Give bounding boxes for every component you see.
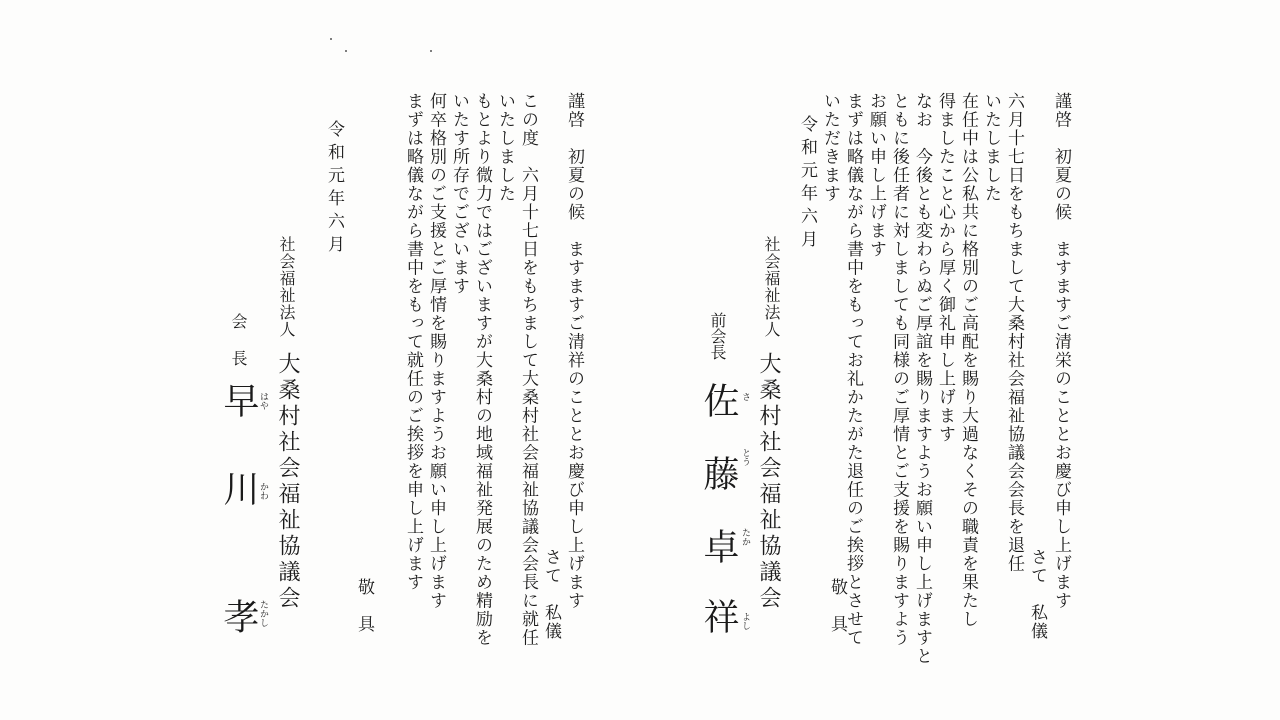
right-name-char-2: 藤 — [698, 455, 739, 491]
left-org-prefix: 社会福祉法人 — [277, 236, 296, 338]
right-body-line-8: ともに後任者に対しましても同様のご厚情とご支援を賜りますよう — [889, 92, 909, 647]
right-closing: 敬 具 — [827, 578, 847, 634]
scan-speck — [330, 38, 332, 40]
right-name-ruby-4: よし — [740, 612, 750, 630]
right-org-name: 大桑村社会福祉協議会 — [756, 352, 781, 612]
left-body-line-2: さて 私儀 — [541, 548, 561, 641]
left-name-char-1: 早 — [218, 382, 259, 418]
right-body-line-7: なお 今後とも変わらぬご厚誼を賜りますようお願い申し上げますと — [912, 92, 932, 666]
right-body-line-10-visible: まずは略儀ながら書中をもってお礼かたがた退任のご挨拶とさせて — [843, 92, 863, 647]
left-body-line-6: いたす所存でございます — [449, 92, 469, 296]
right-org-prefix: 社会福祉法人 — [762, 236, 781, 338]
right-name-char-3: 卓 — [698, 528, 739, 564]
left-name-ruby-2: かわ — [258, 482, 268, 500]
right-date: 令和元年六月 — [797, 115, 817, 253]
right-name-ruby-3: たか — [740, 528, 750, 546]
left-body-line-4: いたしました — [495, 92, 515, 203]
left-name-char-3: 孝 — [218, 598, 259, 634]
right-name-char-1: 佐 — [698, 382, 739, 418]
right-name-ruby-2: とう — [740, 448, 750, 466]
right-body-line-6: 得ましたこと心から厚く御礼申し上げます — [935, 92, 955, 444]
left-date: 令和元年六月 — [324, 120, 344, 258]
right-body-line-11: いただきます — [820, 92, 840, 203]
right-body-line-1: 謹啓 初夏の候 ますますご清栄のこととお慶び申し上げます — [1051, 92, 1071, 610]
right-title: 前会長 — [708, 312, 727, 360]
right-body-line-5: 在任中は公私共に格別のご高配を賜り大過なくその職責を果たし — [958, 92, 978, 629]
left-title-char-2: 長 — [229, 350, 248, 366]
scan-speck — [430, 50, 432, 52]
right-name-char-4: 祥 — [698, 598, 739, 634]
left-name-char-2: 川 — [218, 470, 259, 506]
right-body-line-2: さて 私儀 — [1027, 548, 1047, 641]
left-body-line-1: 謹啓 初夏の候 ますますご清祥のこととお慶び申し上げます — [564, 92, 584, 610]
left-body-line-5: もとより微力ではございますが大桑村の地域福祉発展のため精励を — [472, 92, 492, 647]
left-body-line-8: まずは略儀ながら書中をもって就任のご挨拶を申し上げます — [403, 92, 423, 592]
right-body-line-9: お願い申し上げます — [866, 92, 886, 259]
left-name-ruby-3: たかし — [258, 600, 268, 627]
left-name-ruby-1: はや — [258, 392, 268, 410]
right-body-line-3: 六月十七日をもちまして大桑村社会福祉協議会会長を退任 — [1004, 92, 1024, 573]
left-org-name: 大桑村社会福祉協議会 — [275, 352, 300, 612]
left-closing: 敬 具 — [354, 578, 374, 634]
scan-speck — [345, 50, 347, 52]
right-name-ruby-1: さ — [740, 392, 750, 401]
left-body-line-7: 何卒格別のご支援とご厚情を賜りますようお願い申し上げます — [426, 92, 446, 610]
left-title-char-1: 会 — [229, 313, 248, 329]
left-body-line-3: この度 六月十七日をもちまして大桑村社会福祉協議会会長に就任 — [518, 92, 538, 647]
right-body-line-4: いたしました — [981, 92, 1001, 203]
